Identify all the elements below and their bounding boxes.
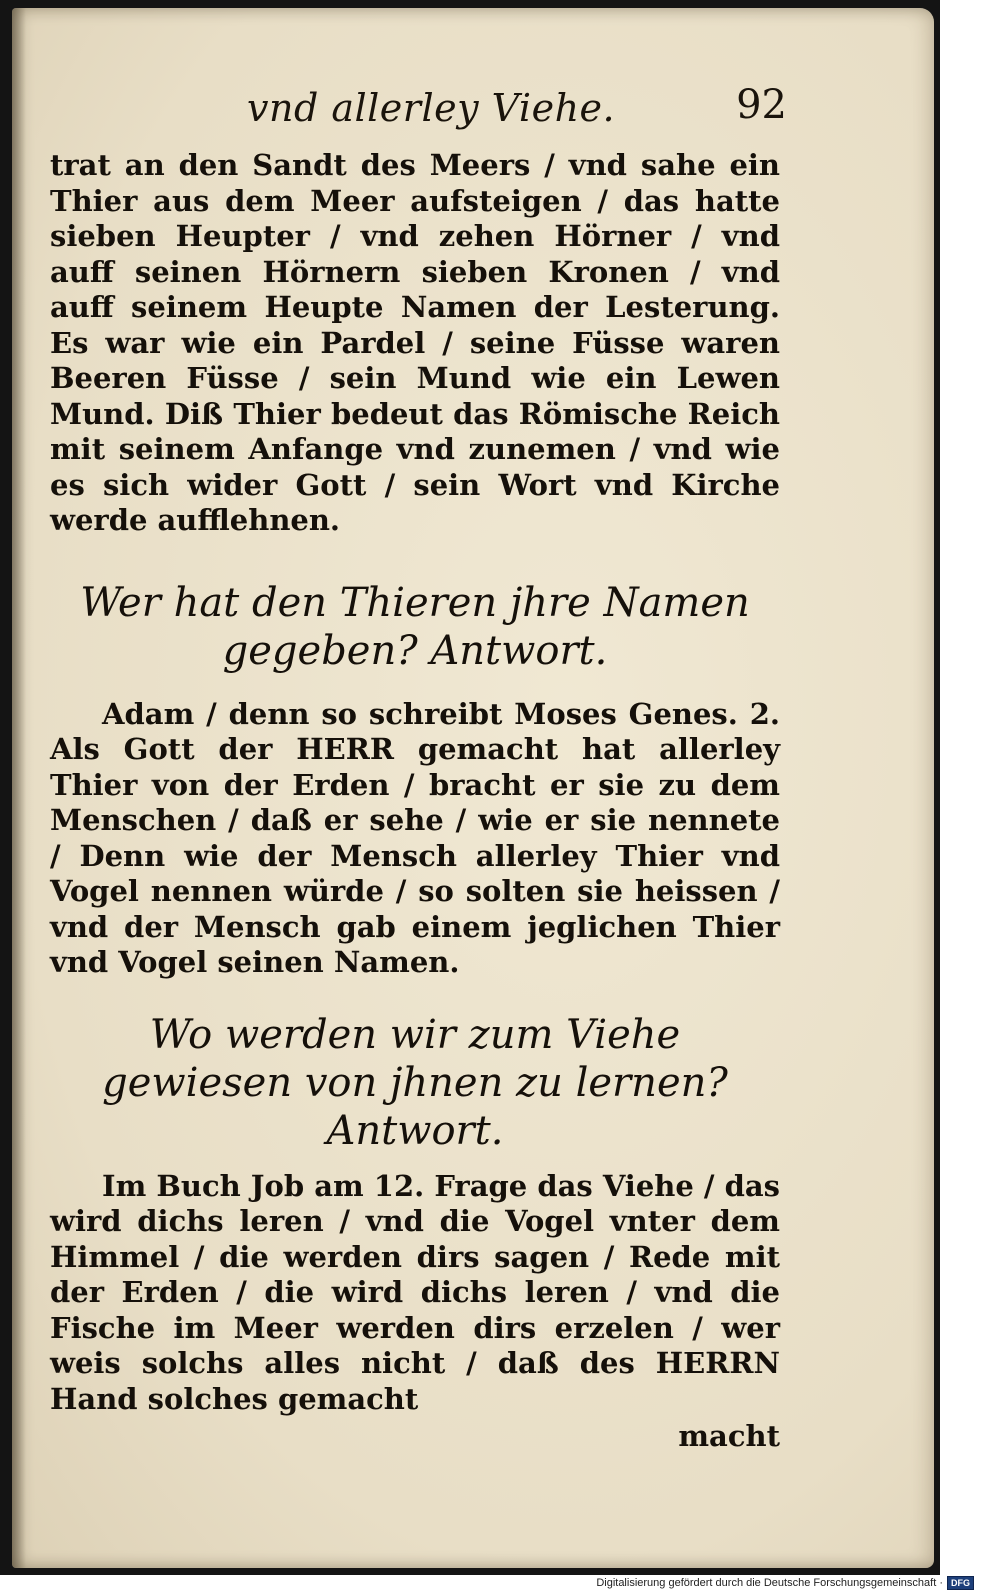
section-body-animals: Im Buch Job am 12. Frage das Viehe / das wird dichs leren / vnd die Vogel vnter dem Himmel / die werden dirs sagen / Rede mit der Erden / die wird dichs leren / vnd die Fische im Meer werden dirs erzelen / wer weis solchs alles nicht / daß des HERRN Hand solches gemacht — [50, 1168, 780, 1416]
opening-paragraph: trat an den Sandt des Meers / vnd sahe ein Thier aus dem Meer aufsteigen / das hatte sieben Heupter / vnd zehen Hörner / vnd auff seinen Hörnern sieben Kronen / vnd auff seinem Heupte Namen der Lesterung. Es war wie ein Pardel / seine Füsse waren Beeren Füsse / sein Mund wie ein Lewen Mund. Diß Thier bedeut das Römische Reich mit seinem Anfange vnd zunemen / vnd wie es sich wider Gott / sein Wort vnd Kirche werde aufflehnen. — [50, 148, 780, 537]
section-heading-names: Wer hat den Thieren jhre Namen gegeben? Antwort. — [80, 579, 750, 674]
digitization-credit — [596, 1576, 974, 1590]
running-title: vnd allerley Viehe. — [247, 86, 616, 130]
book-page — [12, 8, 934, 1568]
dfg-logo-icon: DFG — [947, 1576, 974, 1590]
text-block — [50, 148, 780, 1453]
section-heading-animals: Wo werden wir zum Viehe gewiesen von jhnen zu lernen? Antwort. — [102, 1011, 728, 1154]
credit-text: Digitalisierung gefördert durch die Deutsche Forschungsgemeinschaft · — [596, 1577, 943, 1589]
page-header — [227, 68, 787, 148]
catchword: macht — [678, 1419, 780, 1453]
section-body-names: Adam / denn so schreibt Moses Genes. 2. Als Gott der HERR gemacht hat allerley Thier von der Erden / bracht er sie zu dem Menschen / daß er sehe / wie er sie nennete / Denn wie der Mensch allerley Thier vnd Vogel nennen würde / so solten sie heissen / vnd der Mensch gab einem jeglichen Thier vnd Vogel seinen Namen. — [50, 696, 780, 979]
page-number: 92 — [736, 82, 787, 128]
